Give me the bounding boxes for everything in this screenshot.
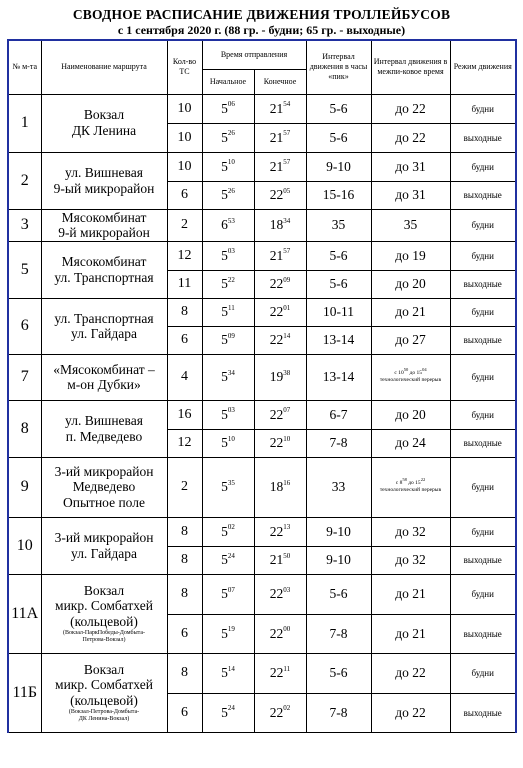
end-time: $22^{07}$ [254, 400, 306, 429]
end-minutes: 54 [283, 100, 291, 108]
route-name: ул. Вишневая 9-ый микрорайон [41, 152, 167, 209]
route-name: 3-ий микрорайон Медведево Опытное поле [41, 457, 167, 517]
vehicle-count: 6 [167, 614, 202, 653]
end-minutes: 57 [283, 247, 291, 256]
vehicle-count: 12 [167, 241, 202, 270]
table-row [8, 209, 516, 241]
service-mode: будни [450, 354, 516, 400]
start-minutes: 09 [227, 331, 235, 340]
start-minutes: 03 [227, 406, 235, 415]
peak-interval: 10-11 [306, 298, 371, 326]
start-time: $5^{10}$ [202, 152, 254, 181]
page-subtitle: с 1 сентября 2020 г. (88 гр. - будни; 65 гр. - выходные) [117, 23, 406, 37]
end-time: $21^{54}$ [254, 94, 306, 123]
route-note: (Вокзал-Петрова-Домбыта- ДК Ленина-Вокзал) [68, 709, 140, 723]
peak-interval: 5-6 [306, 270, 371, 298]
offpeak-interval: до 20 [371, 270, 450, 298]
end-time: $22^{09}$ [254, 270, 306, 298]
start-minutes: 53 [227, 216, 235, 225]
service-mode: будни [450, 241, 516, 270]
offpeak-interval: до 22 [371, 653, 450, 693]
offpeak-interval: до 22 [371, 123, 450, 152]
break-end-minutes: 22 [420, 477, 426, 483]
start-time: $5^{02}$ [202, 517, 254, 546]
end-minutes: 02 [283, 704, 291, 713]
start-time: $5^{14}$ [202, 653, 254, 693]
vehicle-count: 10 [167, 152, 202, 181]
end-minutes: 00 [283, 625, 291, 634]
service-mode: выходные [450, 546, 516, 574]
vehicle-count: 4 [167, 354, 202, 400]
start-minutes: 22 [227, 275, 235, 284]
end-time: $18^{16}$ [254, 457, 306, 517]
start-time: $5^{07}$ [202, 574, 254, 614]
start-minutes: 10 [227, 434, 235, 443]
end-time: $22^{02}$ [254, 693, 306, 732]
start-minutes: 03 [227, 247, 235, 256]
end-time: $21^{57}$ [254, 241, 306, 270]
peak-interval: 7-8 [306, 693, 371, 732]
end-time: $22^{13}$ [254, 517, 306, 546]
offpeak-interval: до 31 [371, 181, 450, 209]
route-number: 11А [8, 574, 41, 653]
route-number: 8 [8, 400, 41, 457]
route-number: 10 [8, 517, 41, 574]
service-mode: будни [450, 653, 516, 693]
vehicle-count: 8 [167, 517, 202, 546]
service-mode: будни [450, 400, 516, 429]
vehicle-count: 10 [167, 94, 202, 123]
peak-interval: 9-10 [306, 517, 371, 546]
end-time: $22^{10}$ [254, 429, 306, 457]
offpeak-interval: до 22 [371, 693, 450, 732]
start-minutes: 11 [228, 303, 235, 312]
offpeak-interval: до 32 [371, 517, 450, 546]
end-time: $21^{57}$ [254, 123, 306, 152]
vehicle-count: 8 [167, 653, 202, 693]
offpeak-interval: до 24 [371, 429, 450, 457]
route-name: ул. Транспортная ул. Гайдара [41, 298, 167, 354]
route-number: 5 [8, 241, 41, 298]
start-time: $5^{22}$ [202, 270, 254, 298]
service-mode: будни [450, 574, 516, 614]
start-minutes: 24 [227, 551, 235, 560]
end-minutes: 14 [283, 331, 291, 340]
offpeak-interval: до 21 [371, 574, 450, 614]
end-minutes: 38 [283, 368, 291, 377]
header-departure: Время отправления [202, 40, 306, 69]
route-name: Мясокомбинат 9-й микрорайон [41, 209, 167, 241]
header-mode: Режим движения [450, 40, 516, 94]
peak-interval: 9-10 [306, 546, 371, 574]
start-minutes: 35 [227, 478, 235, 487]
service-mode: выходные [450, 429, 516, 457]
end-time: $21^{57}$ [254, 152, 306, 181]
route-number: 2 [8, 152, 41, 209]
break-start-minutes: 58 [402, 477, 407, 483]
peak-interval: 5-6 [306, 574, 371, 614]
start-time: $5^{03}$ [202, 400, 254, 429]
table-row [8, 94, 516, 123]
end-minutes: 13 [283, 523, 291, 532]
route-name: ул. Вишневая п. Медведево [41, 400, 167, 457]
table-row [8, 574, 516, 614]
end-minutes: 11 [283, 664, 291, 673]
vehicle-count: 11 [167, 270, 202, 298]
offpeak-interval: до 27 [371, 326, 450, 354]
table-row [8, 298, 516, 326]
header-end: Конечное [254, 69, 306, 94]
start-time: $5^{09}$ [202, 326, 254, 354]
end-time: $21^{50}$ [254, 546, 306, 574]
end-time: $22^{05}$ [254, 181, 306, 209]
end-time: $18^{34}$ [254, 209, 306, 241]
end-time: $22^{01}$ [254, 298, 306, 326]
service-mode: выходные [450, 693, 516, 732]
vehicle-count: 10 [167, 123, 202, 152]
start-minutes: 19 [227, 625, 235, 634]
peak-interval: 6-7 [306, 400, 371, 429]
start-minutes: 34 [227, 368, 235, 377]
end-minutes: 57 [283, 158, 291, 166]
vehicle-count: 6 [167, 326, 202, 354]
vehicle-count: 8 [167, 298, 202, 326]
header-offpeak: Интервал движения в межпи-ковое время [371, 40, 450, 94]
service-mode: выходные [450, 614, 516, 653]
offpeak-interval: до 32 [371, 546, 450, 574]
vehicle-count: 6 [167, 181, 202, 209]
peak-interval: 7-8 [306, 614, 371, 653]
start-minutes: 10 [227, 158, 235, 166]
vehicle-count: 6 [167, 693, 202, 732]
service-mode: будни [450, 298, 516, 326]
offpeak-interval: до 21 [371, 298, 450, 326]
end-minutes: 16 [283, 478, 291, 487]
schedule-table [7, 39, 517, 733]
vehicle-count: 8 [167, 574, 202, 614]
route-name: 3-ий микрорайон ул. Гайдара [41, 517, 167, 574]
peak-interval: 13-14 [306, 326, 371, 354]
service-mode: выходные [450, 326, 516, 354]
offpeak-interval: до 19 [371, 241, 450, 270]
header-start: Начальное [202, 69, 254, 94]
end-time: $19^{38}$ [254, 354, 306, 400]
route-number: 1 [8, 94, 41, 152]
start-minutes: 26 [227, 129, 235, 137]
start-time: $5^{35}$ [202, 457, 254, 517]
vehicle-count: 2 [167, 209, 202, 241]
vehicle-count: 2 [167, 457, 202, 517]
end-minutes: 05 [283, 186, 291, 195]
break-start-minutes: 50 [403, 367, 409, 373]
start-time: $6^{53}$ [202, 209, 254, 241]
end-minutes: 10 [283, 434, 291, 443]
route-note: (Вокзал-ПаркПобеды-Домбыта- Петрова-Вокзал) [62, 630, 145, 644]
start-minutes: 24 [227, 704, 235, 713]
end-minutes: 07 [283, 406, 291, 415]
route-name: Вокзал ДК Ленина [41, 94, 167, 152]
start-minutes: 26 [227, 186, 235, 195]
start-time: $5^{10}$ [202, 429, 254, 457]
table-row [8, 400, 516, 429]
end-time: $22^{11}$ [254, 653, 306, 693]
end-time: $22^{03}$ [254, 574, 306, 614]
start-time: $5^{26}$ [202, 123, 254, 152]
start-time: $5^{11}$ [202, 298, 254, 326]
start-time: $5^{24}$ [202, 693, 254, 732]
start-time: $5^{03}$ [202, 241, 254, 270]
peak-interval: 5-6 [306, 241, 371, 270]
end-minutes: 03 [283, 585, 291, 594]
offpeak-interval: с $8^{58}$ до $15^{22}$ технологический перерыв [371, 457, 450, 517]
peak-interval: 33 [306, 457, 371, 517]
route-name: «Мясокомбинат – м-он Дубки» [41, 354, 167, 400]
service-mode: выходные [450, 123, 516, 152]
start-time: $5^{34}$ [202, 354, 254, 400]
route-number: 9 [8, 457, 41, 517]
route-number: 7 [8, 354, 41, 400]
offpeak-interval: до 20 [371, 400, 450, 429]
end-minutes: 01 [283, 303, 291, 312]
offpeak-interval: до 31 [371, 152, 450, 181]
break-end-minutes: 04 [422, 367, 427, 373]
header-name: Наименование маршрута [41, 40, 167, 94]
peak-interval: 5-6 [306, 653, 371, 693]
service-mode: будни [450, 152, 516, 181]
service-mode: будни [450, 94, 516, 123]
route-number: 11Б [8, 653, 41, 732]
header-count: Кол-во ТС [167, 40, 202, 94]
offpeak-interval: с $10^{50}$ до $15^{04}$ технологический перерыв [371, 354, 450, 400]
table-row [8, 152, 516, 181]
end-time: $22^{14}$ [254, 326, 306, 354]
peak-interval: 5-6 [306, 94, 371, 123]
header-peak: Интервал движения в часы «пик» [306, 40, 371, 94]
route-name: Вокзал микр. Сомбатхей (кольцевой) (Вокзал-Петрова-Домбыта- ДК Ленина-Вокзал) [41, 653, 167, 732]
peak-interval: 13-14 [306, 354, 371, 400]
offpeak-interval: до 21 [371, 614, 450, 653]
offpeak-interval: 35 [371, 209, 450, 241]
service-mode: будни [450, 457, 516, 517]
end-minutes: 09 [283, 275, 291, 284]
start-minutes: 07 [227, 585, 235, 594]
peak-interval: 15-16 [306, 181, 371, 209]
route-name: Вокзал микр. Сомбатхей (кольцевой) (Вокзал-ПаркПобеды-Домбыта- Петрова-Вокзал) [41, 574, 167, 653]
start-minutes: 14 [227, 664, 235, 673]
table-row [8, 517, 516, 546]
start-time: $5^{24}$ [202, 546, 254, 574]
peak-interval: 7-8 [306, 429, 371, 457]
route-number: 3 [8, 209, 41, 241]
service-mode: выходные [450, 270, 516, 298]
vehicle-count: 16 [167, 400, 202, 429]
start-minutes: 06 [227, 100, 235, 108]
vehicle-count: 12 [167, 429, 202, 457]
route-name: Мясокомбинат ул. Транспортная [41, 241, 167, 298]
route-number: 6 [8, 298, 41, 354]
service-mode: будни [450, 209, 516, 241]
table-row [8, 354, 516, 400]
peak-interval: 9-10 [306, 152, 371, 181]
table-row [8, 457, 516, 517]
peak-interval: 35 [306, 209, 371, 241]
peak-interval: 5-6 [306, 123, 371, 152]
start-time: $5^{26}$ [202, 181, 254, 209]
page-title: СВОДНОЕ РАСПИСАНИЕ ДВИЖЕНИЯ ТРОЛЛЕЙБУСОВ [72, 7, 451, 22]
offpeak-interval: до 22 [371, 94, 450, 123]
table-row [8, 653, 516, 693]
start-minutes: 02 [227, 523, 235, 532]
end-minutes: 50 [283, 551, 291, 560]
end-time: $22^{00}$ [254, 614, 306, 653]
start-time: $5^{06}$ [202, 94, 254, 123]
start-time: $5^{19}$ [202, 614, 254, 653]
table-row [8, 241, 516, 270]
service-mode: выходные [450, 181, 516, 209]
service-mode: будни [450, 517, 516, 546]
end-minutes: 34 [283, 216, 291, 225]
vehicle-count: 8 [167, 546, 202, 574]
header-num: № м-та [8, 40, 41, 94]
end-minutes: 57 [283, 129, 291, 137]
